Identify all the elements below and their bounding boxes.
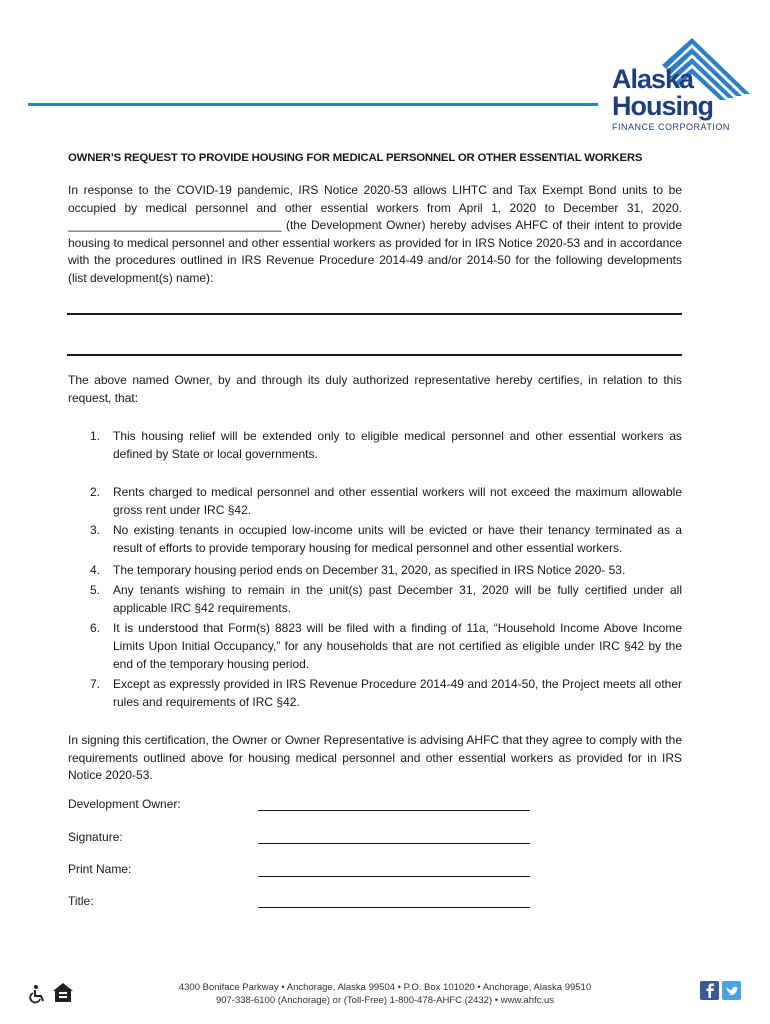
title-label: Title:	[68, 894, 94, 908]
print-name-label: Print Name:	[68, 862, 132, 876]
logo-text-finance-corporation: FINANCE CORPORATION	[612, 122, 730, 132]
development-name-line-1[interactable]	[67, 313, 682, 315]
print-name-field[interactable]	[258, 876, 530, 877]
development-name-line-2[interactable]	[67, 354, 682, 356]
wheelchair-accessibility-icon	[28, 984, 48, 1009]
logo-text-housing: Housing	[612, 91, 713, 121]
document-title: OWNER’S REQUEST TO PROVIDE HOUSING FOR MEDICAL PERSONNEL OR OTHER ESSENTIAL WORKERS	[68, 152, 643, 164]
list-item	[68, 428, 682, 463]
signature-label: Signature:	[68, 830, 123, 844]
certification-intro: The above named Owner, by and through its duly authorized representative hereby certifies, in relation to this request, that:	[68, 373, 682, 405]
list-item-number: 1.	[90, 429, 101, 443]
list-item	[68, 522, 682, 557]
ahfc-logo	[608, 38, 750, 134]
certification-list	[68, 428, 682, 711]
header-rule	[28, 103, 598, 106]
footer-phone-website: 907-338-6100 (Anchorage) or (Toll-Free) 1-800-478-AHFC (2432) • www.ahfc.us	[215, 995, 555, 1006]
list-item-text: Rents charged to medical personnel and other essential workers will not exceed the maximum allowable gross rent under IRC §42.	[113, 485, 682, 517]
list-item	[68, 562, 682, 580]
list-item	[68, 676, 682, 711]
development-owner-label: Development Owner:	[68, 797, 181, 811]
equal-housing-opportunity-icon	[52, 982, 74, 1009]
list-item-number: 7.	[90, 677, 101, 692]
list-item-text: The temporary housing period ends on December 31, 2020, as specified in IRS Notice 2020- 53.	[113, 562, 626, 577]
list-item-text: It is understood that Form(s) 8823 will be filed with a finding of 11a, “Household Income Above Income Limits Upon Initial Occupancy,” for any households that are not certified as eligible under IRC §42 by the end of the temporary housing period.	[113, 621, 682, 671]
list-item-number: 3.	[90, 523, 101, 538]
list-item-text: Any tenants wishing to remain in the unit(s) past December 31, 2020 will be fully certified under all applicable IRC §42 requirements.	[113, 583, 682, 615]
list-item-text: No existing tenants in occupied low-income units will be evicted or have their tenancy terminated as a result of efforts to provide temporary housing for medical personnel and other essential workers.	[113, 523, 682, 555]
list-item	[68, 620, 682, 673]
signature-field[interactable]	[258, 843, 530, 844]
list-item-text: Except as expressly provided in IRS Revenue Procedure 2014-49 and 2014-50, the Project meets all other rules and requirements of IRC §42.	[113, 677, 682, 709]
facebook-icon[interactable]	[700, 981, 719, 1005]
intro-paragraph: In response to the COVID-19 pandemic, IRS Notice 2020-53 allows LIHTC and Tax Exempt Bond units to be occupied by medical personnel and other essential workers from April 1, 2020 to December 31, 2020. ________________________________ (the Development Owner) hereby advises AHFC of their intent to provide housing to medical personnel and other essential workers as provided for in IRS Notice 2020-53 and in accordance with the procedures outlined in IRS Revenue Procedure 2014-49 and/or 2014-50 for the following developments (list development(s) name):	[68, 183, 682, 285]
signing-statement: In signing this certification, the Owner or Owner Representative is advising AHFC that they agree to comply with the requirements outlined above for housing medical personnel and other essential workers as provided for in IRS Notice 2020-53.	[68, 733, 682, 783]
development-owner-field[interactable]	[258, 810, 530, 811]
list-item-number: 2.	[90, 485, 101, 500]
title-field[interactable]	[258, 907, 530, 908]
list-item-number: 4.	[90, 562, 101, 577]
list-item-number: 6.	[90, 621, 101, 636]
footer-address: 4300 Boniface Parkway • Anchorage, Alaska 99504 • P.O. Box 101020 • Anchorage, Alaska 99510	[178, 982, 592, 993]
list-item-text: This housing relief will be extended only to eligible medical personnel and other essential workers as defined by State or local governments.	[113, 429, 682, 461]
twitter-icon[interactable]	[722, 981, 741, 1005]
list-item	[68, 582, 682, 617]
logo-text-alaska: Alaska	[612, 64, 694, 94]
list-item	[68, 484, 682, 519]
list-item-number: 5.	[90, 583, 101, 598]
